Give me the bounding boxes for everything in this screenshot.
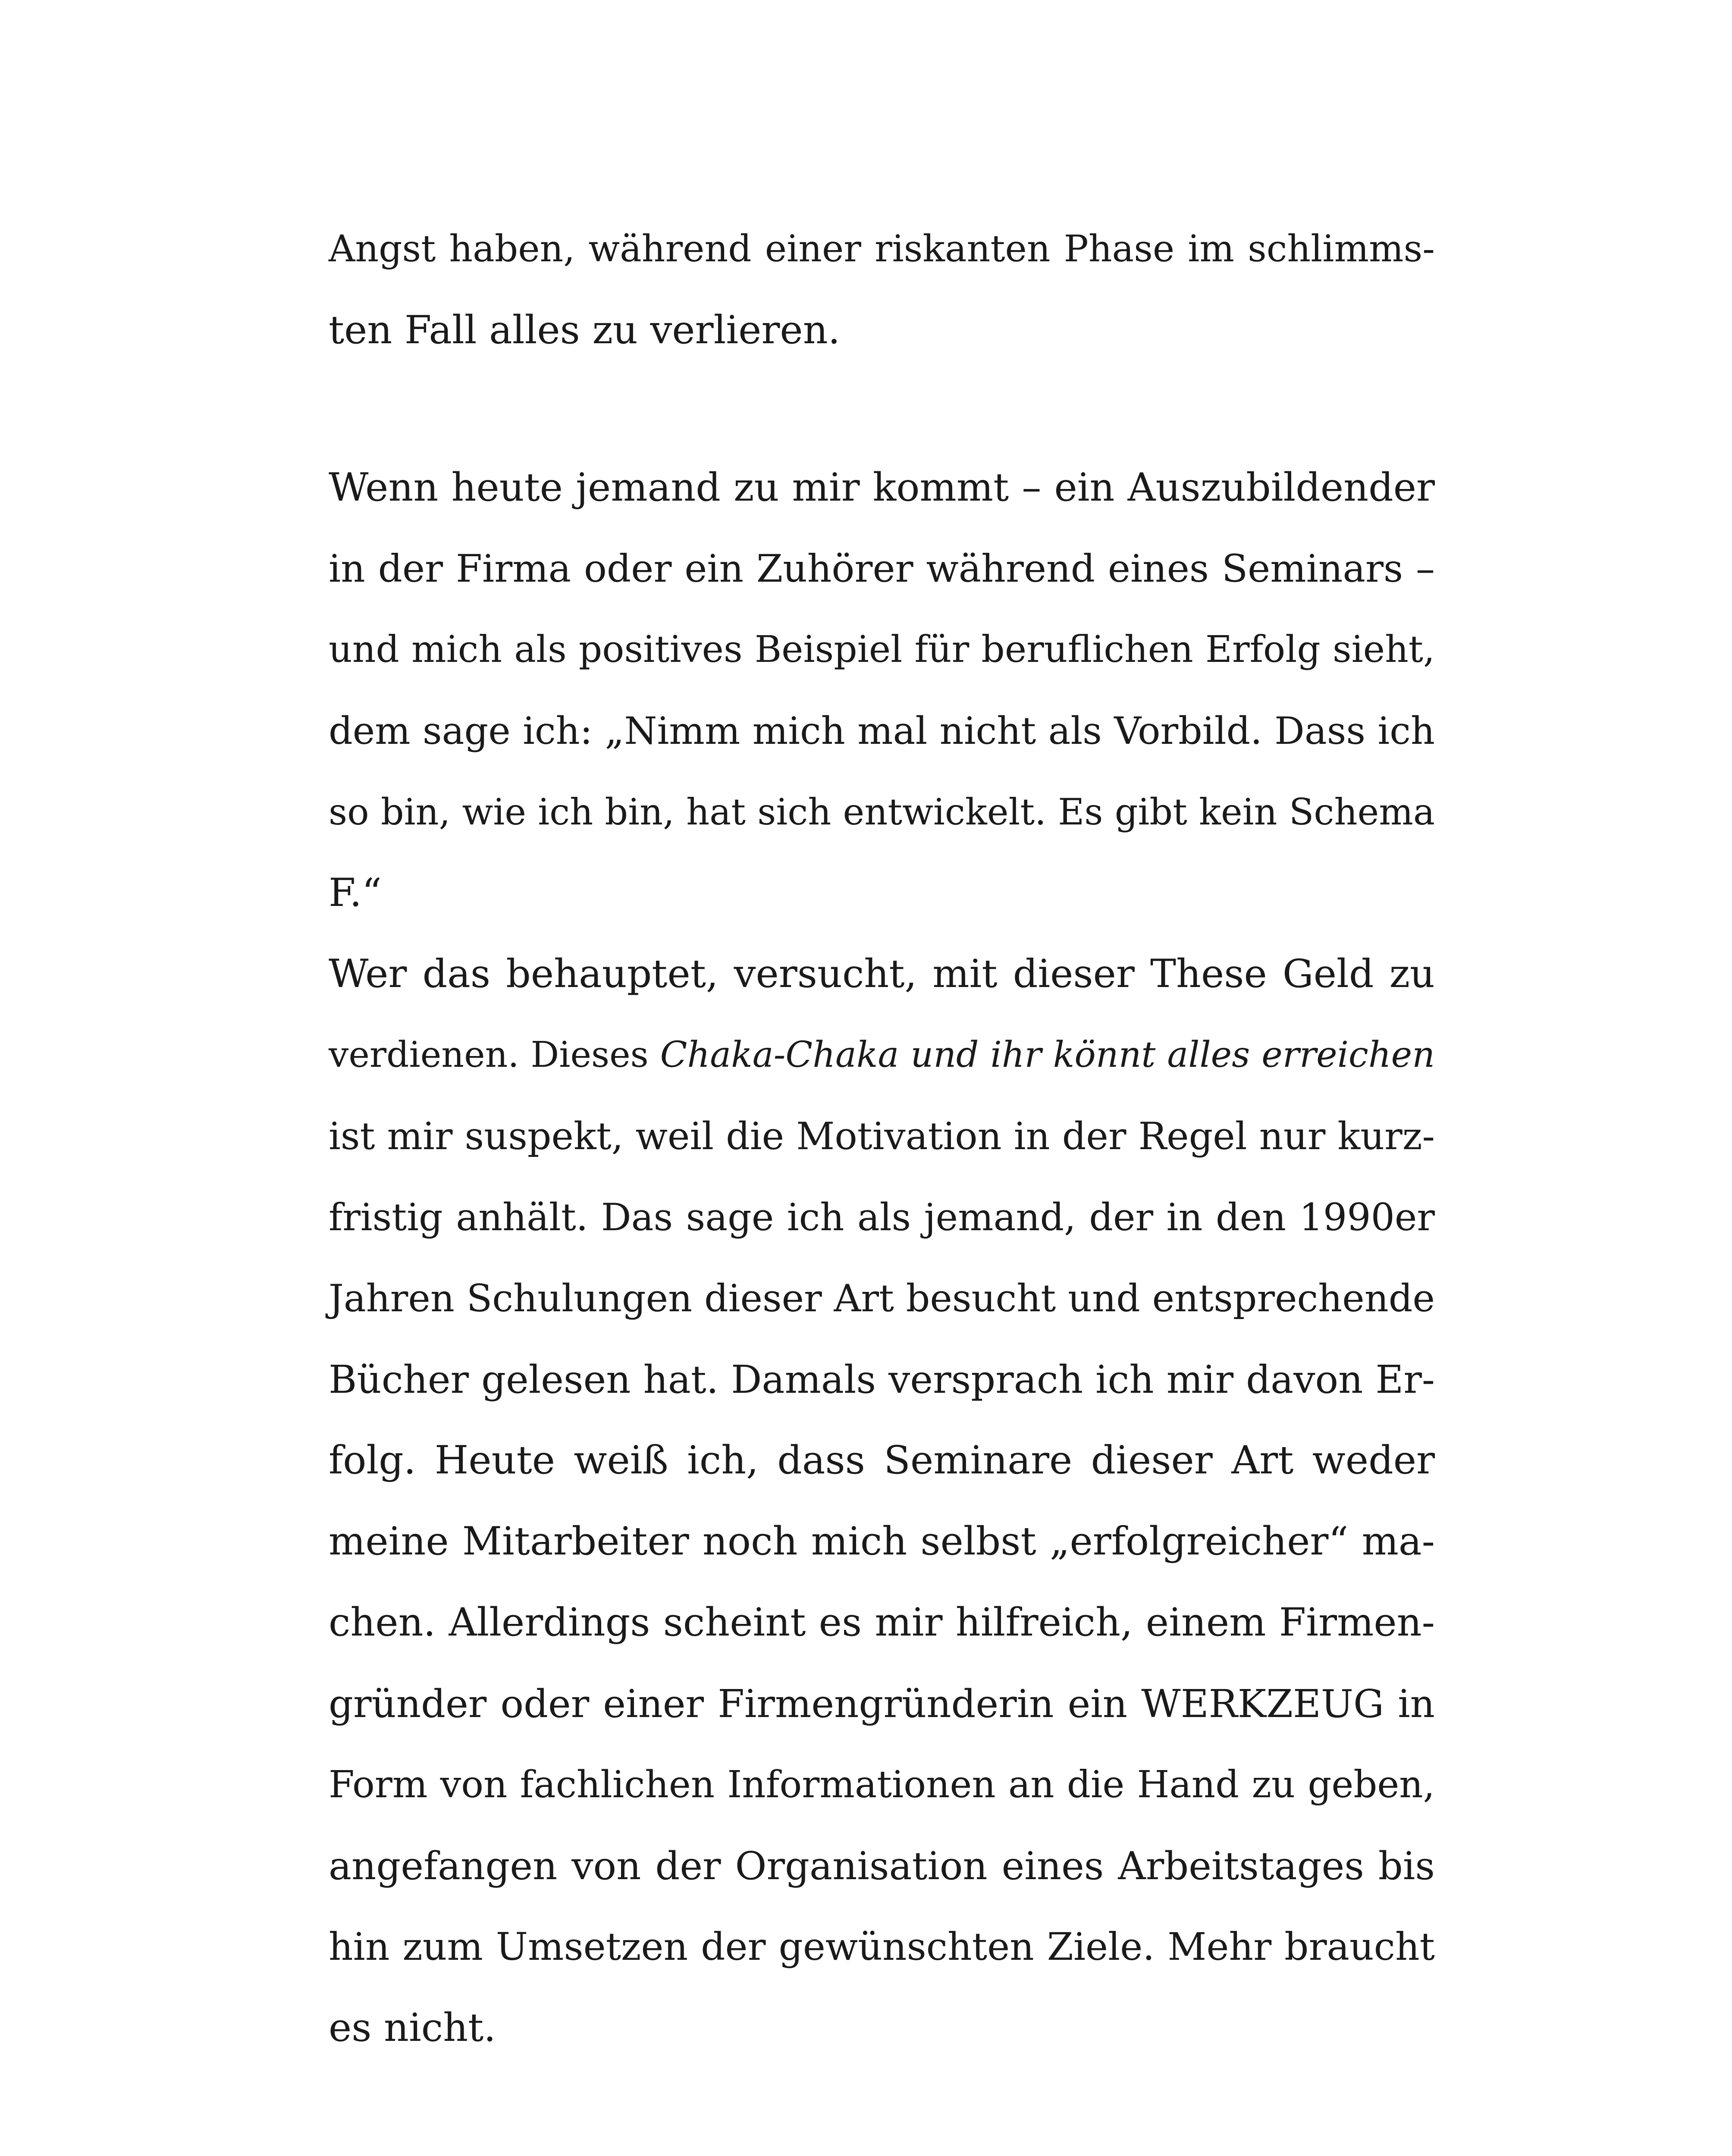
text-line: Bücher gelesen hat. Damals versprach ich mir davon Er- <box>329 1357 1435 1402</box>
text-line: ist mir suspekt, weil die Motivation in der Regel nur kurz- <box>329 1114 1435 1158</box>
text-line: ten Fall alles zu verlieren. <box>329 307 841 353</box>
text-line: hin zum Umsetzen der gewünschten Ziele. Mehr braucht <box>329 1924 1435 1969</box>
text-line: dem sage ich: „Nimm mich mal nicht als Vorbild. Dass ich <box>329 709 1435 753</box>
text-line: Jahren Schulungen dieser Art besucht und entsprechende <box>329 1276 1435 1320</box>
text-line: in der Firma oder ein Zuhörer während eines Seminars – <box>329 546 1435 591</box>
text-line: angefangen von der Organisation eines Arbeitstages bis <box>329 1843 1435 1888</box>
text-line: gründer oder einer Firmengründerin ein WERKZEUG in <box>329 1681 1435 1726</box>
text-line: Angst haben, während einer riskanten Phase im schlimms- <box>329 228 1435 270</box>
text-line: folg. Heute weiß ich, dass Seminare dieser Art weder <box>329 1438 1435 1483</box>
text-line: fristig anhält. Das sage ich als jemand, der in den 1990er <box>329 1195 1435 1239</box>
text-line: Wer das behauptet, versucht, mit dieser These Geld zu <box>329 951 1435 997</box>
italic-phrase: Chaka-Chaka und ihr könnt alles erreichen <box>660 1034 1435 1075</box>
text-line: meine Mitarbeiter noch mich selbst „erfolgreicher“ ma- <box>329 1519 1435 1564</box>
text-segment: verdienen. Dieses <box>329 1034 660 1075</box>
text-line: und mich als positives Beispiel für beruflichen Erfolg sieht, <box>329 628 1435 671</box>
text-line: Form von fachlichen Informationen an die Hand zu geben, <box>329 1763 1435 1806</box>
text-line: F.“ <box>329 870 382 915</box>
text-line: Wenn heute jemand zu mir kommt – ein Auszubildender <box>329 465 1435 510</box>
text-line: chen. Allerdings scheint es mir hilfreich, einem Firmen- <box>329 1600 1435 1645</box>
text-line <box>329 1029 1435 1081</box>
text-line: es nicht. <box>329 2005 496 2050</box>
text-line: so bin, wie ich bin, hat sich entwickelt. Es gibt kein Schema <box>329 791 1435 833</box>
